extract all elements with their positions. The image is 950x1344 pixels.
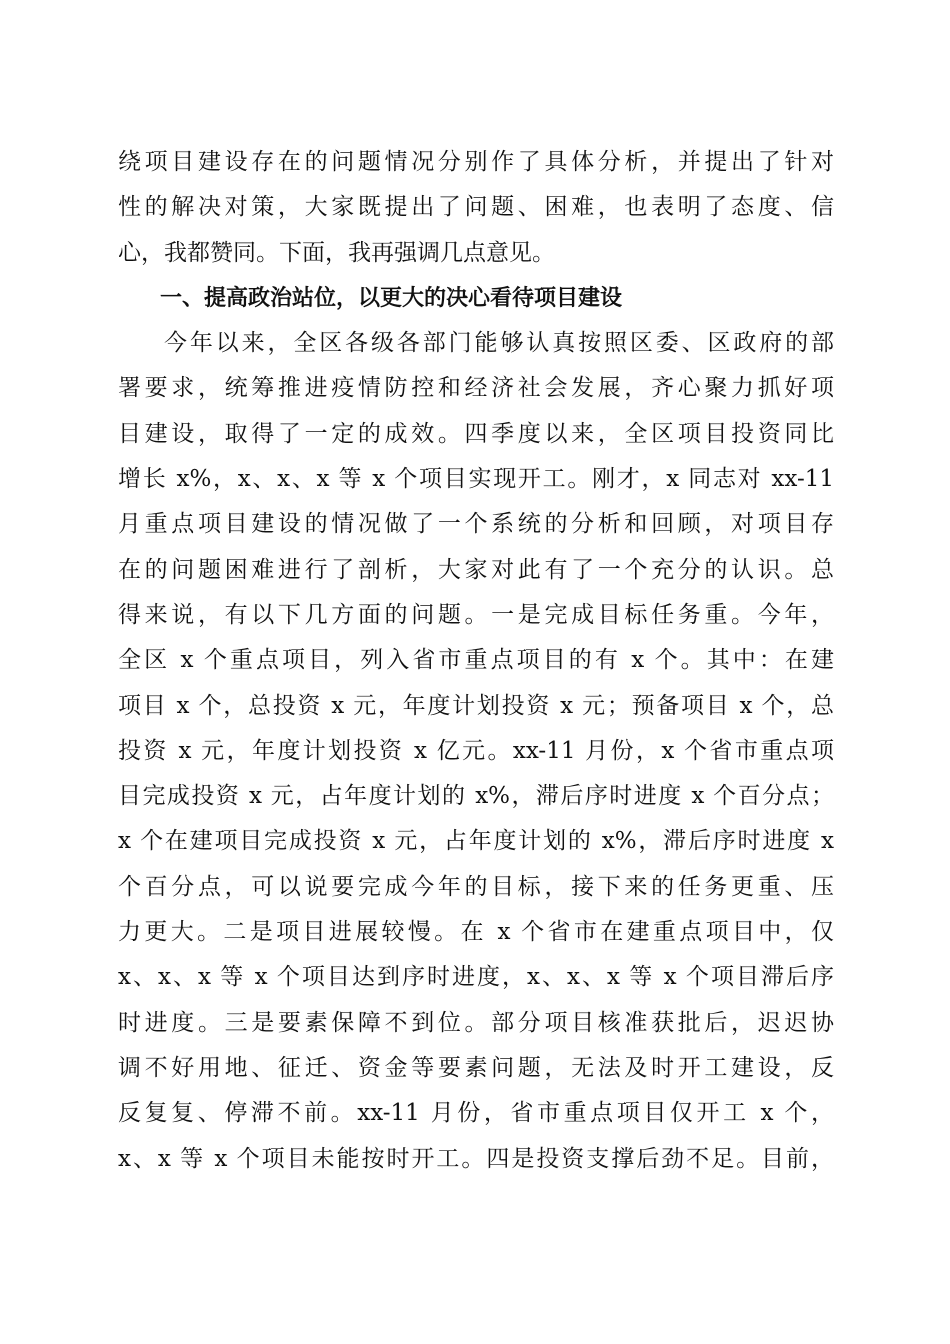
text-line: 署要求，统筹推进疫情防控和经济社会发展，齐心聚力抓好项 <box>118 375 834 402</box>
document-body <box>118 140 834 1182</box>
text-line: 反复复、停滞不前。xx-11 月份，省市重点项目仅开工 x 个， <box>118 1100 834 1127</box>
text-line: 个百分点，可以说要完成今年的目标，接下来的任务更重、压 <box>118 873 834 900</box>
text-line: 绕项目建设存在的问题情况分别作了具体分析，并提出了针对 <box>118 149 834 175</box>
intro-paragraph <box>118 140 834 276</box>
text-line: 全区 x 个重点项目，列入省市重点项目的有 x 个。其中：在建 <box>118 647 834 674</box>
text-line: 得来说，有以下几方面的问题。一是完成目标任务重。今年， <box>118 601 834 628</box>
text-line: 投资 x 元，年度计划投资 x 亿元。xx-11 月份，x 个省市重点项 <box>118 737 834 764</box>
body-paragraph <box>118 321 834 1182</box>
text-line: 月重点项目建设的情况做了一个系统的分析和回顾，对项目存 <box>118 511 834 538</box>
text-line: 项目 x 个，总投资 x 元，年度计划投资 x 元；预备项目 x 个，总 <box>118 692 834 719</box>
text-line: 目完成投资 x 元，占年度计划的 x%，滞后序时进度 x 个百分点； <box>118 783 834 810</box>
text-line: 心，我都赞同。下面，我再强调几点意见。 <box>118 239 555 266</box>
text-line: 调不好用地、征迁、资金等要素问题，无法及时开工建设，反 <box>118 1054 834 1081</box>
text-line: 在的问题困难进行了剖析，大家对此有了一个充分的认识。总 <box>118 556 834 583</box>
text-line: x 个在建项目完成投资 x 元，占年度计划的 x%，滞后序时进度 x <box>118 828 834 855</box>
text-line: 时进度。三是要素保障不到位。部分项目核准获批后，迟迟协 <box>118 1009 834 1036</box>
text-line: 增长 x%，x、x、x 等 x 个项目实现开工。刚才，x 同志对 xx-11 <box>118 466 834 493</box>
text-line: x、x、x 等 x 个项目达到序时进度，x、x、x 等 x 个项目滞后序 <box>118 964 834 991</box>
text-line: 力更大。二是项目进展较慢。在 x 个省市在建重点项目中，仅 <box>118 919 834 946</box>
section-heading: 一、提高政治站位，以更大的决心看待项目建设 <box>160 285 623 311</box>
text-line: x、x 等 x 个项目未能按时开工。四是投资支撑后劲不足。目前， <box>118 1145 834 1172</box>
text-line: 目建设，取得了一定的成效。四季度以来，全区项目投资同比 <box>118 420 834 447</box>
text-line: 今年以来，全区各级各部门能够认真按照区委、区政府的部 <box>164 330 834 357</box>
text-line: 性的解决对策，大家既提出了问题、困难，也表明了态度、信 <box>118 194 834 221</box>
